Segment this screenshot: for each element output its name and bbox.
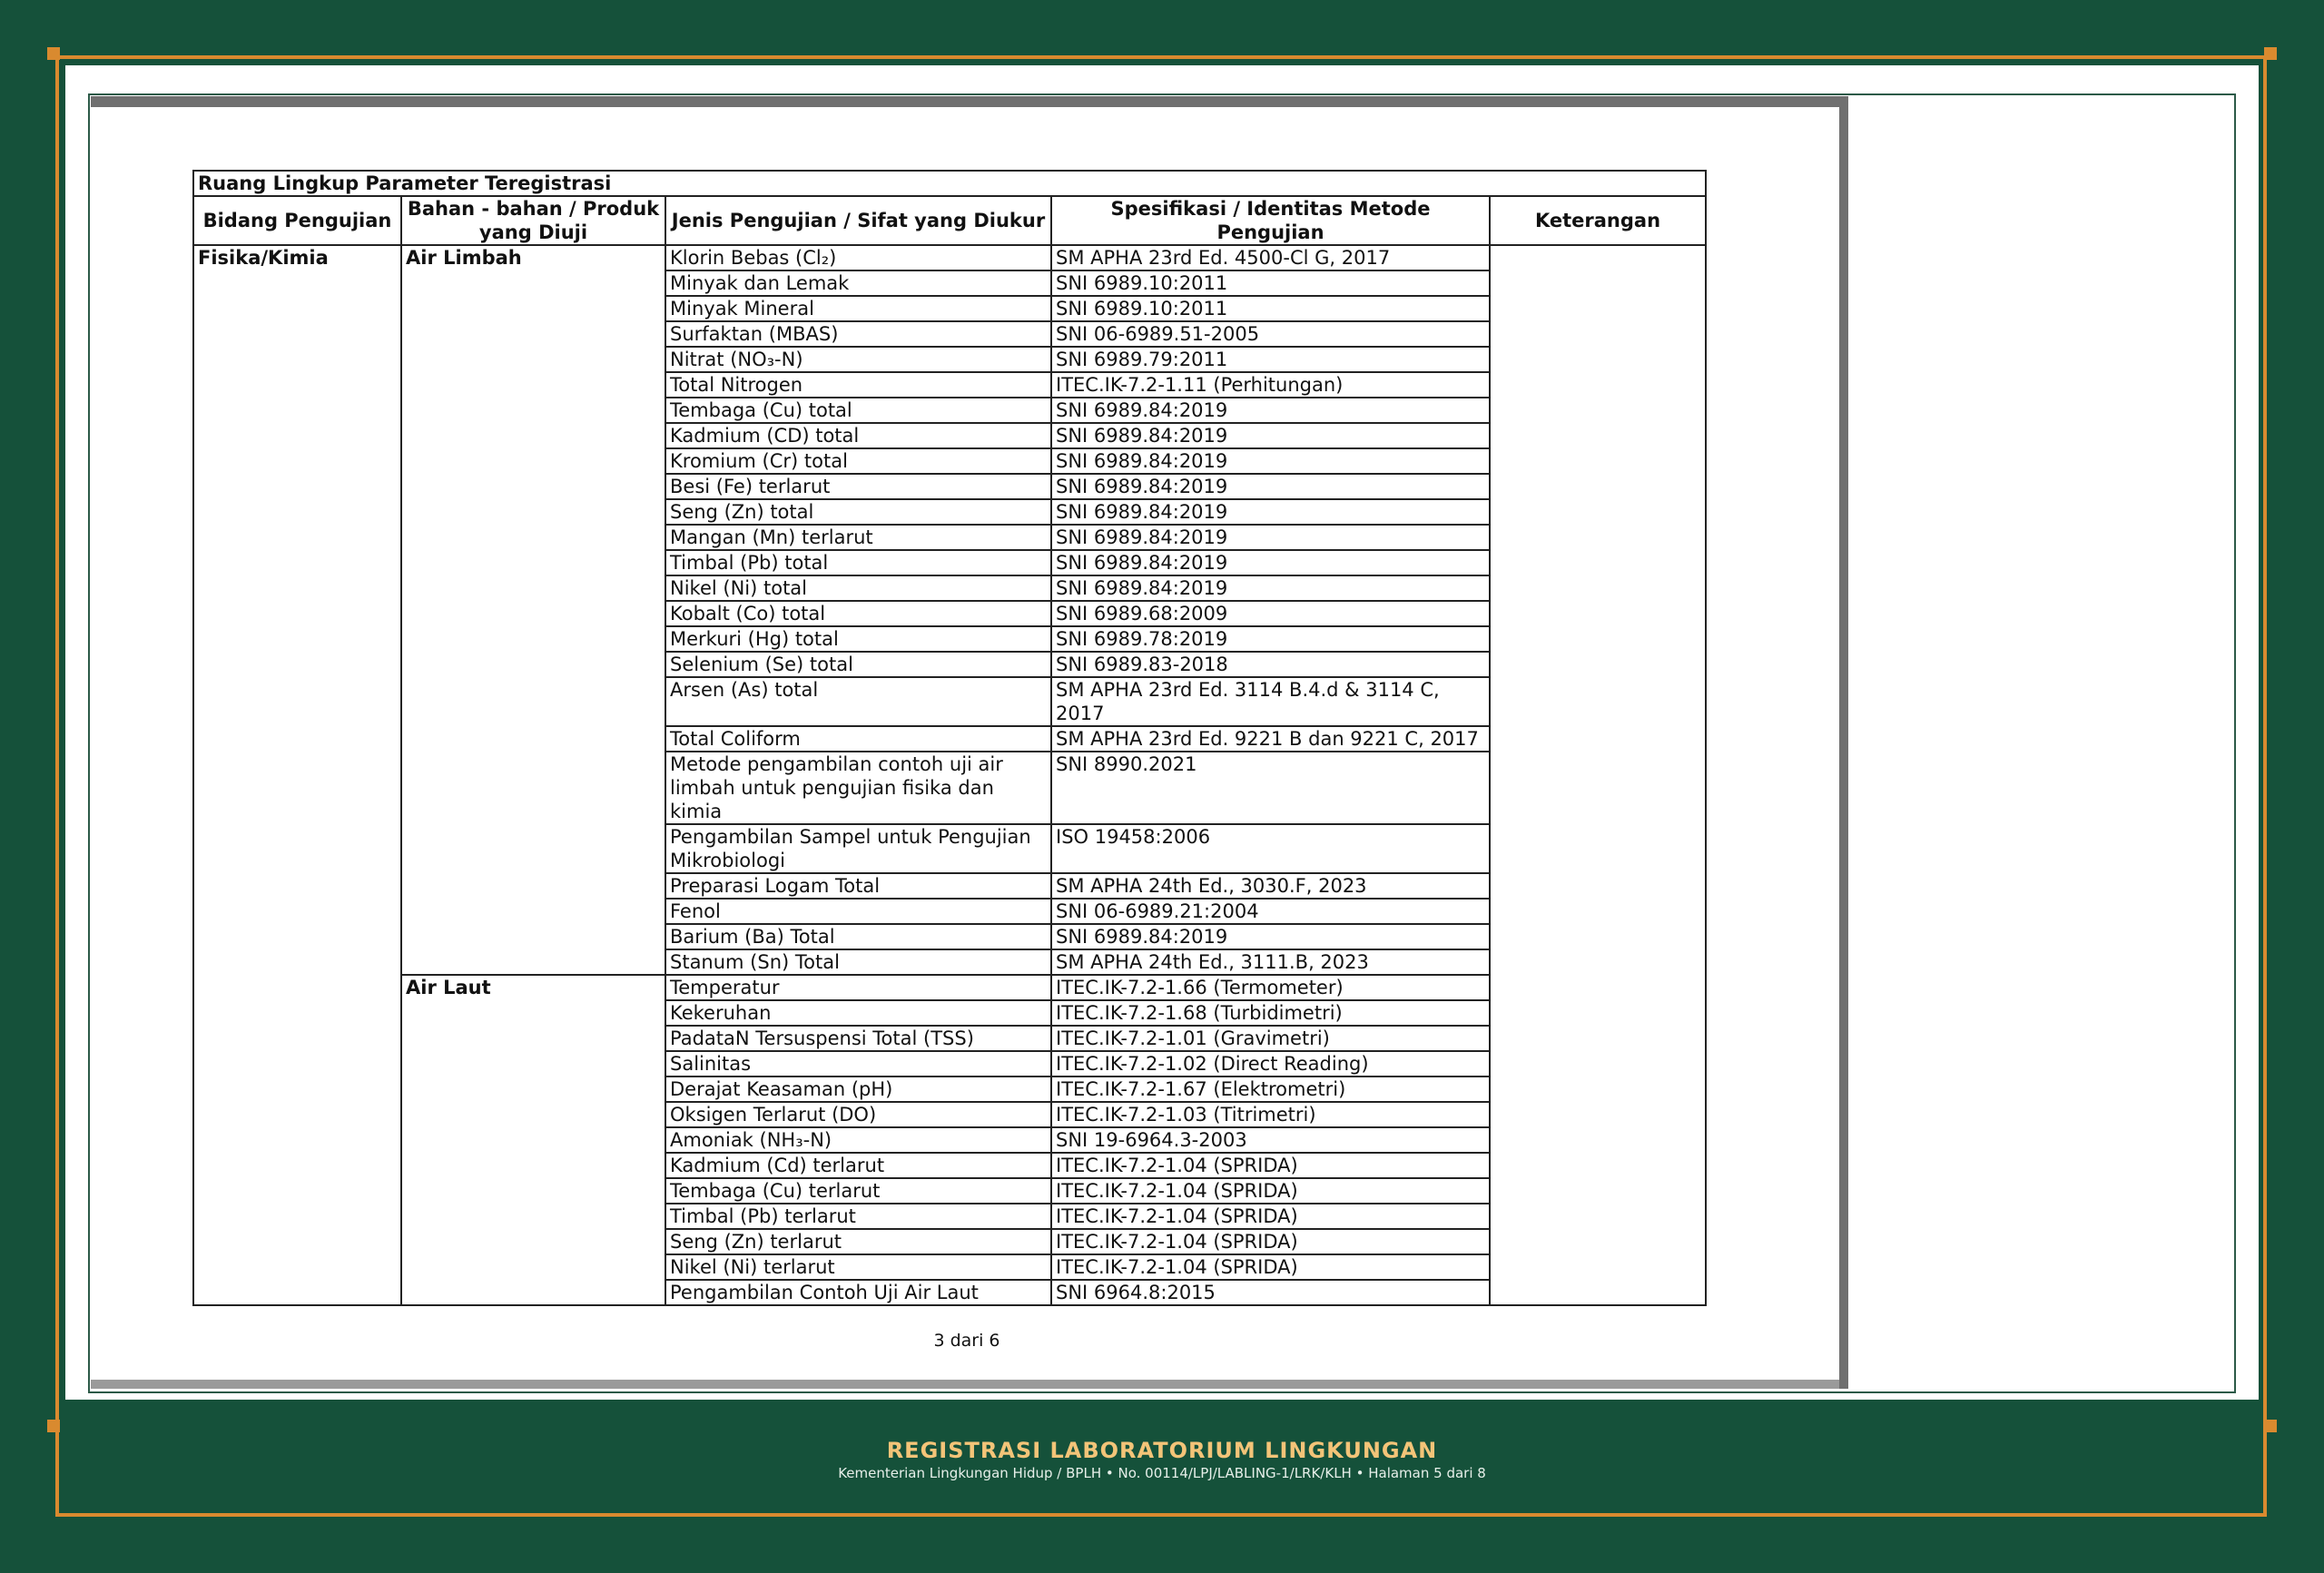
jenis-cell: Derajat Keasaman (pH): [665, 1077, 1051, 1102]
bahan-cell: Air Limbah: [401, 245, 665, 975]
jenis-cell: Arsen (As) total: [665, 677, 1051, 726]
spesifikasi-cell: SNI 6989.84:2019: [1051, 499, 1490, 525]
spesifikasi-cell: SNI 6989.84:2019: [1051, 575, 1490, 601]
jenis-cell: Kadmium (Cd) terlarut: [665, 1153, 1051, 1178]
spesifikasi-cell: SM APHA 24th Ed., 3111.B, 2023: [1051, 949, 1490, 975]
header-jenis: Jenis Pengujian / Sifat yang Diukur: [665, 196, 1051, 245]
spesifikasi-cell: SM APHA 23rd Ed. 3114 B.4.d & 3114 C, 2017: [1051, 677, 1490, 726]
table-row: [193, 245, 1706, 270]
frame-corner-bottom-left: [47, 1420, 60, 1432]
jenis-cell: Amoniak (NH₃-N): [665, 1127, 1051, 1153]
jenis-cell: Timbal (Pb) total: [665, 550, 1051, 575]
spesifikasi-cell: SNI 6989.83-2018: [1051, 652, 1490, 677]
spesifikasi-cell: SNI 6989.84:2019: [1051, 525, 1490, 550]
frame-corner-bottom-right: [2264, 1420, 2277, 1432]
spesifikasi-cell: ITEC.IK-7.2-1.11 (Perhitungan): [1051, 372, 1490, 398]
spesifikasi-cell: SNI 6989.78:2019: [1051, 626, 1490, 652]
spesifikasi-cell: ITEC.IK-7.2-1.01 (Gravimetri): [1051, 1026, 1490, 1051]
spesifikasi-cell: SNI 06-6989.51-2005: [1051, 321, 1490, 347]
jenis-cell: Mangan (Mn) terlarut: [665, 525, 1051, 550]
jenis-cell: Nikel (Ni) total: [665, 575, 1051, 601]
spesifikasi-cell: SM APHA 24th Ed., 3030.F, 2023: [1051, 873, 1490, 899]
jenis-cell: Fenol: [665, 899, 1051, 924]
spesifikasi-cell: SNI 6989.84:2019: [1051, 423, 1490, 448]
frame-corner-top-right: [2264, 47, 2277, 60]
spesifikasi-cell: SM APHA 23rd Ed. 4500-Cl G, 2017: [1051, 245, 1490, 270]
table-title: Ruang Lingkup Parameter Teregistrasi: [193, 171, 1706, 196]
header-keterangan: Keterangan: [1490, 196, 1706, 245]
jenis-cell: Total Nitrogen: [665, 372, 1051, 398]
spesifikasi-cell: ITEC.IK-7.2-1.04 (SPRIDA): [1051, 1178, 1490, 1204]
bahan-cell: Air Laut: [401, 975, 665, 1305]
footer: [65, 1405, 2259, 1512]
jenis-cell: Tembaga (Cu) total: [665, 398, 1051, 423]
spesifikasi-cell: SNI 6989.84:2019: [1051, 398, 1490, 423]
jenis-cell: Besi (Fe) terlarut: [665, 474, 1051, 499]
spesifikasi-cell: SNI 8990.2021: [1051, 752, 1490, 824]
spesifikasi-cell: ITEC.IK-7.2-1.66 (Termometer): [1051, 975, 1490, 1000]
jenis-cell: Kobalt (Co) total: [665, 601, 1051, 626]
jenis-cell: Selenium (Se) total: [665, 652, 1051, 677]
spesifikasi-cell: ITEC.IK-7.2-1.04 (SPRIDA): [1051, 1153, 1490, 1178]
spesifikasi-cell: ITEC.IK-7.2-1.04 (SPRIDA): [1051, 1254, 1490, 1280]
spesifikasi-cell: SNI 19-6964.3-2003: [1051, 1127, 1490, 1153]
jenis-cell: Merkuri (Hg) total: [665, 626, 1051, 652]
jenis-cell: Temperatur: [665, 975, 1051, 1000]
jenis-cell: Tembaga (Cu) terlarut: [665, 1178, 1051, 1204]
spesifikasi-cell: SNI 6989.84:2019: [1051, 448, 1490, 474]
spesifikasi-cell: SNI 6964.8:2015: [1051, 1280, 1490, 1305]
spesifikasi-cell: SNI 6989.79:2011: [1051, 347, 1490, 372]
spesifikasi-cell: SNI 6989.84:2019: [1051, 550, 1490, 575]
spesifikasi-cell: ITEC.IK-7.2-1.02 (Direct Reading): [1051, 1051, 1490, 1077]
header-spesifikasi: Spesifikasi / Identitas Metode Pengujian: [1051, 196, 1490, 245]
jenis-cell: Pengambilan Contoh Uji Air Laut: [665, 1280, 1051, 1305]
spesifikasi-cell: SNI 6989.68:2009: [1051, 601, 1490, 626]
page-marker: 3 dari 6: [933, 1331, 1000, 1351]
jenis-cell: Oksigen Terlarut (DO): [665, 1102, 1051, 1127]
jenis-cell: Barium (Ba) Total: [665, 924, 1051, 949]
jenis-cell: Metode pengambilan contoh uji air limbah untuk pengujian fisika dan kimia: [665, 752, 1051, 824]
jenis-cell: Seng (Zn) total: [665, 499, 1051, 525]
jenis-cell: Preparasi Logam Total: [665, 873, 1051, 899]
jenis-cell: Klorin Bebas (Cl₂): [665, 245, 1051, 270]
spesifikasi-cell: SNI 6989.84:2019: [1051, 474, 1490, 499]
jenis-cell: Nikel (Ni) terlarut: [665, 1254, 1051, 1280]
spesifikasi-cell: SNI 06-6989.21:2004: [1051, 899, 1490, 924]
jenis-cell: Minyak dan Lemak: [665, 270, 1051, 296]
bidang-cell: Fisika/Kimia: [193, 245, 401, 1305]
spesifikasi-cell: SM APHA 23rd Ed. 9221 B dan 9221 C, 2017: [1051, 726, 1490, 752]
header-bidang: Bidang Pengujian: [193, 196, 401, 245]
spesifikasi-cell: SNI 6989.84:2019: [1051, 924, 1490, 949]
table-row: [193, 975, 1706, 1000]
jenis-cell: Surfaktan (MBAS): [665, 321, 1051, 347]
jenis-cell: Salinitas: [665, 1051, 1051, 1077]
jenis-cell: Kekeruhan: [665, 1000, 1051, 1026]
jenis-cell: Total Coliform: [665, 726, 1051, 752]
jenis-cell: Kadmium (CD) total: [665, 423, 1051, 448]
jenis-cell: Pengambilan Sampel untuk Pengujian Mikrobiologi: [665, 824, 1051, 873]
header-bahan: Bahan - bahan / Produk yang Diuji: [401, 196, 665, 245]
jenis-cell: Kromium (Cr) total: [665, 448, 1051, 474]
spesifikasi-cell: ITEC.IK-7.2-1.04 (SPRIDA): [1051, 1229, 1490, 1254]
jenis-cell: Seng (Zn) terlarut: [665, 1229, 1051, 1254]
jenis-cell: Minyak Mineral: [665, 296, 1051, 321]
footer-title: REGISTRASI LABORATORIUM LINGKUNGAN: [886, 1438, 1438, 1463]
spesifikasi-cell: ITEC.IK-7.2-1.67 (Elektrometri): [1051, 1077, 1490, 1102]
spesifikasi-cell: ITEC.IK-7.2-1.04 (SPRIDA): [1051, 1204, 1490, 1229]
spesifikasi-cell: ITEC.IK-7.2-1.03 (Titrimetri): [1051, 1102, 1490, 1127]
parameter-table: [192, 170, 1707, 1306]
jenis-cell: Nitrat (NO₃-N): [665, 347, 1051, 372]
spesifikasi-cell: SNI 6989.10:2011: [1051, 296, 1490, 321]
spesifikasi-cell: SNI 6989.10:2011: [1051, 270, 1490, 296]
keterangan-cell: [1490, 245, 1706, 1305]
jenis-cell: Stanum (Sn) Total: [665, 949, 1051, 975]
spesifikasi-cell: ITEC.IK-7.2-1.68 (Turbidimetri): [1051, 1000, 1490, 1026]
frame-corner-top-left: [47, 47, 60, 60]
footer-subtitle: Kementerian Lingkungan Hidup / BPLH • No. 00114/LPJ/LABLING-1/LRK/KLH • Halaman 5 dari 8: [838, 1465, 1486, 1481]
spesifikasi-cell: ISO 19458:2006: [1051, 824, 1490, 873]
jenis-cell: PadataN Tersuspensi Total (TSS): [665, 1026, 1051, 1051]
jenis-cell: Timbal (Pb) terlarut: [665, 1204, 1051, 1229]
